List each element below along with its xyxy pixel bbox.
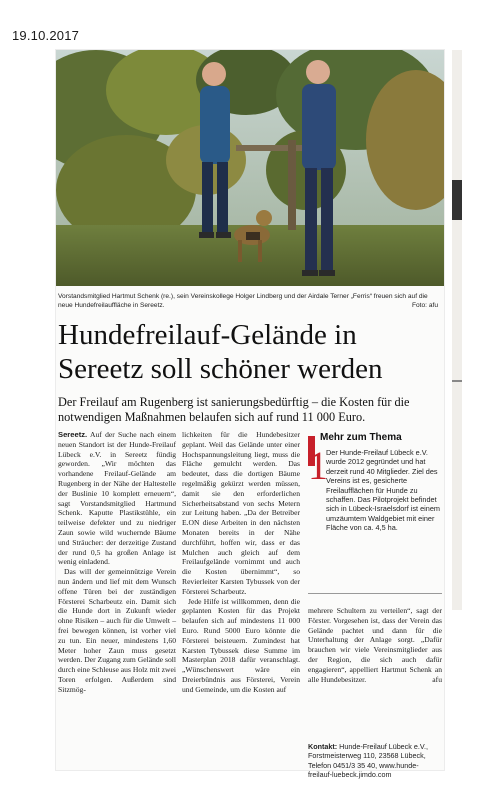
info-box-text: Der Hunde-Freilauf Lübeck e.V. wurde 2012 gegründet und hat derzeit rund 40 Mitglieder. Ziel des Vereins ist es, gesicherte Freilaufflächen für Hunde zu schaffen. Das Pilotprojekt befindet sich in Lübeck-Israelsdorf ist einem umzäumtem Waldgebiet mit einer Fläche von ca. 4,5 ha. xyxy=(326,448,440,533)
article-paragraph: Das will der gemeinnützige Verein nun ändern und lief mit dem Wunsch offene Türen bei der zuständigen Försterei Scharbeutz ein. Damit sich die Hunde dort in Zukunft wieder ohne Risiken – auch für die Umwelt – frei bewegen können, ist vorher viel zu tun. Ein neuer, mindestens 1,60 Meter hoher Zaun muss gesetzt werden. Der Zugang zum Gelände soll durch eine Schleuse aus Holz mit zwei Toren erfolgen. Außerdem sind Sitzmög- xyxy=(58,567,176,694)
subheadline: Der Freilauf am Rugenberg ist sanierungsbedürftig – die Kosten für die notwendigen Maßnahmen belaufen sich auf rund 11 000 Euro. xyxy=(58,395,410,424)
dateline: Sereetz. xyxy=(58,430,88,439)
contact-text: Hunde-Freilauf Lübeck e.V., Forstmeisterweg 110, 23568 Lübeck, Telefon 0451/3 35 40, www.hunde-freilauf-luebeck.jimdo.com xyxy=(308,742,428,779)
article-column-3 xyxy=(308,606,442,738)
article-paragraph xyxy=(58,430,176,567)
article-column-2 xyxy=(182,430,300,782)
info-box xyxy=(308,432,442,594)
article-column-1 xyxy=(58,430,176,782)
photo-caption xyxy=(58,292,440,310)
author-tag: afu xyxy=(432,674,442,684)
divider xyxy=(452,380,462,382)
photo-credit: Foto: afu xyxy=(411,302,438,309)
contact-label: Kontakt: xyxy=(308,742,338,751)
divider xyxy=(308,593,442,594)
article-photo xyxy=(56,50,444,286)
headline: Hundefreilauf-Gelände in Sereetz soll schöner werden xyxy=(58,319,383,385)
article-paragraph: Jede Hilfe ist willkommen, denn die geplanten Kosten für das Projekt belaufen sich auf mindestens 11 000 Euro. Rund 5000 Euro könnte die Försterei beisteuern. Zumindest hat Karsten Tybussek diese Summe im Masterplan 2018 dafür veranschlagt. „Wünschenswert wäre ein Dreierbündnis aus Försterei, Verein und Gemeinde, um die Kosten auf xyxy=(182,596,300,694)
caption-text: Vorstandsmitglied Hartmut Schenk (re.), sein Vereinskollege Holger Lindberg und der Airdale Terner „Ferris“ freuen sich auf die neue Hundefreilauffläche in Sereetz. xyxy=(58,293,428,309)
paragraph-text: mehrere Schultern zu verteilen“, sagt der Förster. Vorgesehen ist, dass der Verein das Gelände pachtet und dann für die Unterhaltung der Anlage sorgt. „Dafür brauchen wir viele Vereinsmitglieder aus der Region, die sich auch dafür engagieren“, appelliert Hartmut Schenk an alle Hundebesitzer. xyxy=(308,606,442,684)
article-paragraph: lichkeiten für die Hundebesitzer geplant. Weil das Gelände unter einer Hochspannungsleitung liegt, muss die Fläche gemulcht werden. Das bedeutet, dass die dortigen Bäume regelmäßig gekürzt werden müssen, damit sie den erforderlichen Sicherheitsabstand von sechs Metern zur Leitung haben. „Da der Betreiber E.ON diese Arbeiten in den nächsten Monaten bereits in der Nähe durchführt, hoffen wir, dass er das Mulchen auch gleich auf dem Freilaufgelände vornimmt und auch die Kosten übernimmt“, so Revierleiter Karsten Tybussek von der Försterei Scharbeutz. xyxy=(182,430,300,596)
info-box-number: 1 xyxy=(308,443,328,488)
paragraph-text: Auf der Suche nach einem neuen Standort ist der Hunde-Freilauf Lübeck e.V. in Sereetz fündig geworden. „Wir möchten das vorhandene Freilauf-Gelände am Rugenberg in der Nähe der Haltestelle der Buslinie 10 komplett erneuern“, sagt Vorstandsmitglied Hartmund Schenk. Kaputte Plastikstühle, ein teilweise defekter und zu niedriger Zaun sowie wild wuchernde Bäume und Sträucher: der derzeitige Zustand der rund 0,5 ha großen Anlage ist wenig einladend. xyxy=(58,430,177,567)
clipping-date: 19.10.2017 xyxy=(12,28,80,43)
adjacent-clipping-edge xyxy=(452,50,462,610)
article-paragraph xyxy=(308,606,442,684)
contact-box xyxy=(308,742,442,779)
newspaper-clipping xyxy=(56,50,444,779)
adjacent-photo-fragment xyxy=(452,180,462,220)
info-box-title: Mehr zum Thema xyxy=(320,432,402,443)
